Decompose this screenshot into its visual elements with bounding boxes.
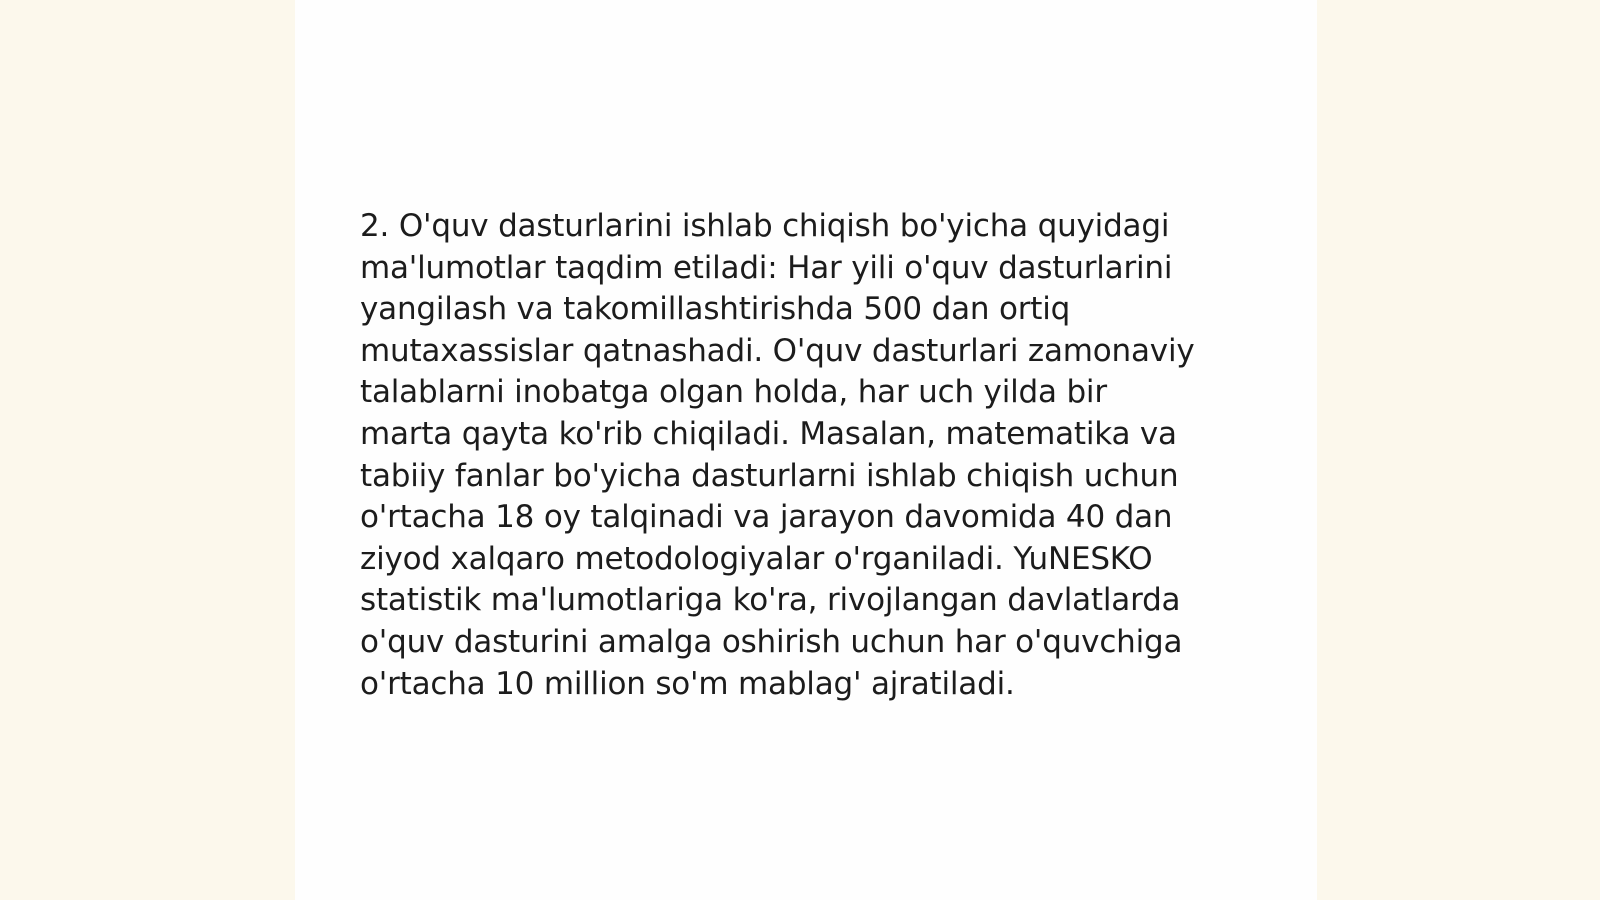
paragraph-line: talablarni inobatga olgan holda, har uch yilda bir [360,374,1107,411]
paragraph-line: ziyod xalqaro metodologiyalar o'rganiladi. YuNESKO [360,540,1153,577]
paragraph-line: o'rtacha 10 million so'm mablag' ajratiladi. [360,665,1015,702]
paragraph-line: yangilash va takomillashtirishda 500 dan ortiq [360,291,1071,328]
paragraph-line: marta qayta ko'rib chiqiladi. Masalan, matematika va [360,415,1177,452]
paragraph-line: o'quv dasturini amalga oshirish uchun har o'quvchiga [360,623,1183,660]
paragraph-line: 2. O'quv dasturlarini ishlab chiqish bo'yicha quyidagi [360,208,1170,244]
slide-body-text [360,206,1260,705]
paragraph-line: tabiiy fanlar bo'yicha dasturlarni ishlab chiqish uchun [360,457,1179,494]
paragraph-line: o'rtacha 18 oy talqinadi va jarayon davomida 40 dan [360,499,1173,536]
paragraph-line: statistik ma'lumotlariga ko'ra, rivojlangan davlatlarda [360,582,1181,619]
paragraph-line: mutaxassislar qatnashadi. O'quv dasturlari zamonaviy [360,332,1195,369]
slide [295,0,1317,900]
paragraph-line: ma'lumotlar taqdim etiladi: Har yili o'quv dasturlarini [360,249,1173,286]
